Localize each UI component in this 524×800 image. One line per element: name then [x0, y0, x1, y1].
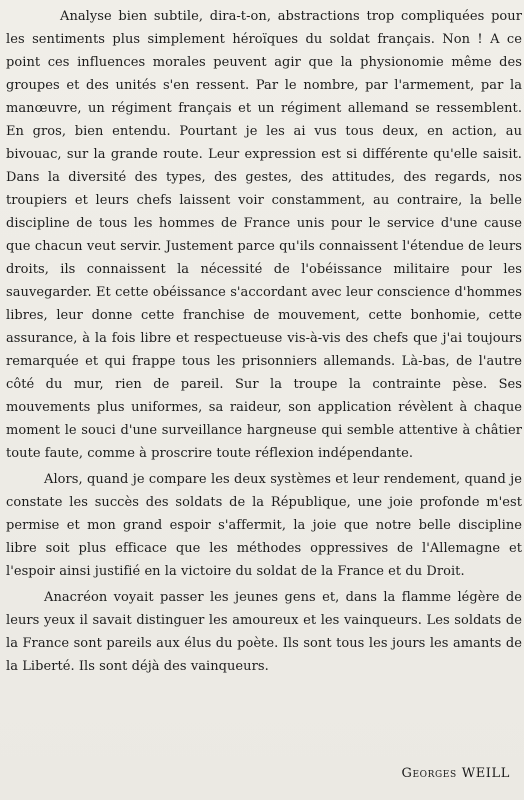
article-body	[6, 5, 522, 678]
article-paragraph-2: Alors, quand je compare les deux systèmes et leur rendement, quand je constate les succès des soldats de la République, une joie profonde m'est permise et mon grand espoir s'affermit, la joie que notre belle discipline libre soit plus efficace que les méthodes oppressives de l'Allemagne et l'espoir ainsi justifié en la victoire du soldat de la France et du Droit.	[6, 472, 522, 579]
author-last-name: WEILL	[461, 766, 510, 781]
author-first-name: Georges	[401, 766, 457, 781]
author-signature	[402, 766, 511, 781]
article-paragraph-3: Anacréon voyait passer les jeunes gens et, dans la flamme légère de leurs yeux il savait distinguer les amoureux et les vainqueurs. Les soldats de la France sont pareils aux élus du poète. Ils sont tous les jours les amants de la Liberté. Ils sont déjà des vainqueurs.	[6, 590, 522, 674]
article-paragraph-1: Analyse bien subtile, dira-t-on, abstractions trop compliquées pour les sentiments plus simplement héroïques du soldat français. Non ! A ce point ces influences morales peuvent agir que la physionomie même des groupes et des unités s'en ressent. Par le nombre, par l'armement, par la manœuvre, un régiment français et un régiment allemand se ressemblent. En gros, bien entendu. Pourtant je les ai vus tous deux, en action, au bivouac, sur la grande route. Leur expression est si différente qu'elle saisit. Dans la diversité des types, des gestes, des attitudes, des regards, nos troupiers et leurs chefs laissent voir constamment, au contraire, la belle discipline de tous les hommes de France unis pour le service d'une cause que chacun veut servir. Justement parce qu'ils connaissent l'étendue de leurs droits, ils connaissent la nécessité de l'obéissance militaire pour les sauvegarder. Et cette obéissance s'accordant avec leur conscience d'hommes libres, leur donne cette franchise de mouvement, cette bonhomie, cette assurance, à la fois libre et respectueuse vis-à-vis des chefs que j'ai toujours remarquée et qui frappe tous les prisonniers allemands. Là-bas, de l'autre côté du mur, rien de pareil. Sur la troupe la contrainte pèse. Ses mouvements plus uniformes, sa raideur, son application révèlent à chaque moment le souci d'une surveillance hargneuse qui semble attentive à châtier toute faute, comme à proscrire toute réflexion indépendante.	[6, 9, 522, 461]
